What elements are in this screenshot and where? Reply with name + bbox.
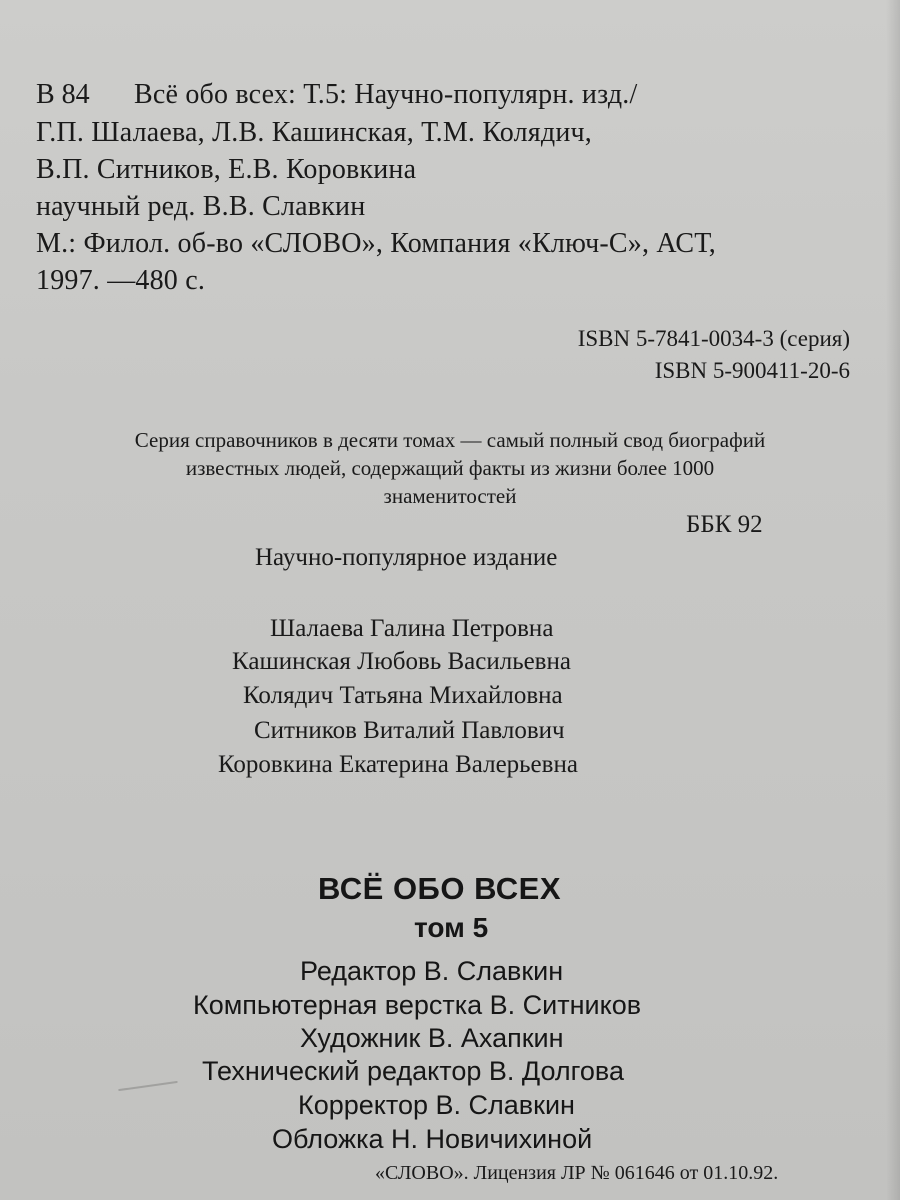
credit-editor: Редактор В. Славкин bbox=[300, 956, 564, 986]
author-name: Колядич Татьяна Михайловна bbox=[243, 682, 563, 709]
catalog-year-pages-line: 1997. —480 с. bbox=[36, 265, 206, 296]
catalog-authors-line: В.П. Ситников, Е.В. Коровкина bbox=[36, 154, 417, 185]
author-name: Ситников Виталий Павлович bbox=[254, 717, 565, 744]
catalog-editor-line: научный ред. В.В. Славкин bbox=[36, 191, 366, 222]
bbk-code: ББК 92 bbox=[686, 511, 763, 538]
catalog-publisher-line: М.: Филол. об-во «СЛОВО», Компания «Ключ-С», АСТ, bbox=[36, 228, 716, 259]
book-title: ВСЁ ОБО ВСЕХ bbox=[318, 871, 562, 906]
ink-smudge bbox=[118, 1081, 178, 1091]
catalog-code: В 84 bbox=[36, 79, 90, 110]
page-edge-shadow bbox=[886, 0, 900, 1200]
catalog-authors-line: Г.П. Шалаева, Л.В. Кашинская, Т.М. Колядич, bbox=[36, 117, 592, 148]
credit-layout: Компьютерная верстка В. Ситников bbox=[193, 990, 642, 1020]
author-name: Кашинская Любовь Васильевна bbox=[232, 648, 571, 675]
credit-tech-editor: Технический редактор В. Долгова bbox=[202, 1056, 624, 1086]
annotation-line: известных людей, содержащий факты из жизни более 1000 bbox=[185, 456, 715, 480]
credit-proofreader: Корректор В. Славкин bbox=[298, 1090, 575, 1120]
annotation-line: Серия справочников в десяти томах — самый полный свод биографий bbox=[134, 428, 766, 452]
isbn-volume: ISBN 5-900411-20-6 bbox=[654, 358, 850, 383]
volume-label: том 5 bbox=[414, 912, 489, 943]
license-line: «СЛОВО». Лицензия ЛР № 061646 от 01.10.92. bbox=[375, 1162, 779, 1184]
catalog-title-line: Всё обо всех: Т.5: Научно-популярн. изд./ bbox=[134, 79, 638, 110]
author-name: Коровкина Екатерина Валерьевна bbox=[218, 751, 578, 778]
annotation-line: знаменитостей bbox=[383, 484, 517, 508]
edition-type: Научно-популярное издание bbox=[255, 544, 558, 571]
credit-cover: Обложка Н. Новичихиной bbox=[272, 1124, 593, 1154]
isbn-series: ISBN 5-7841-0034-3 (серия) bbox=[577, 326, 850, 351]
author-name: Шалаева Галина Петровна bbox=[270, 615, 554, 642]
credit-artist: Художник В. Ахапкин bbox=[300, 1023, 564, 1053]
